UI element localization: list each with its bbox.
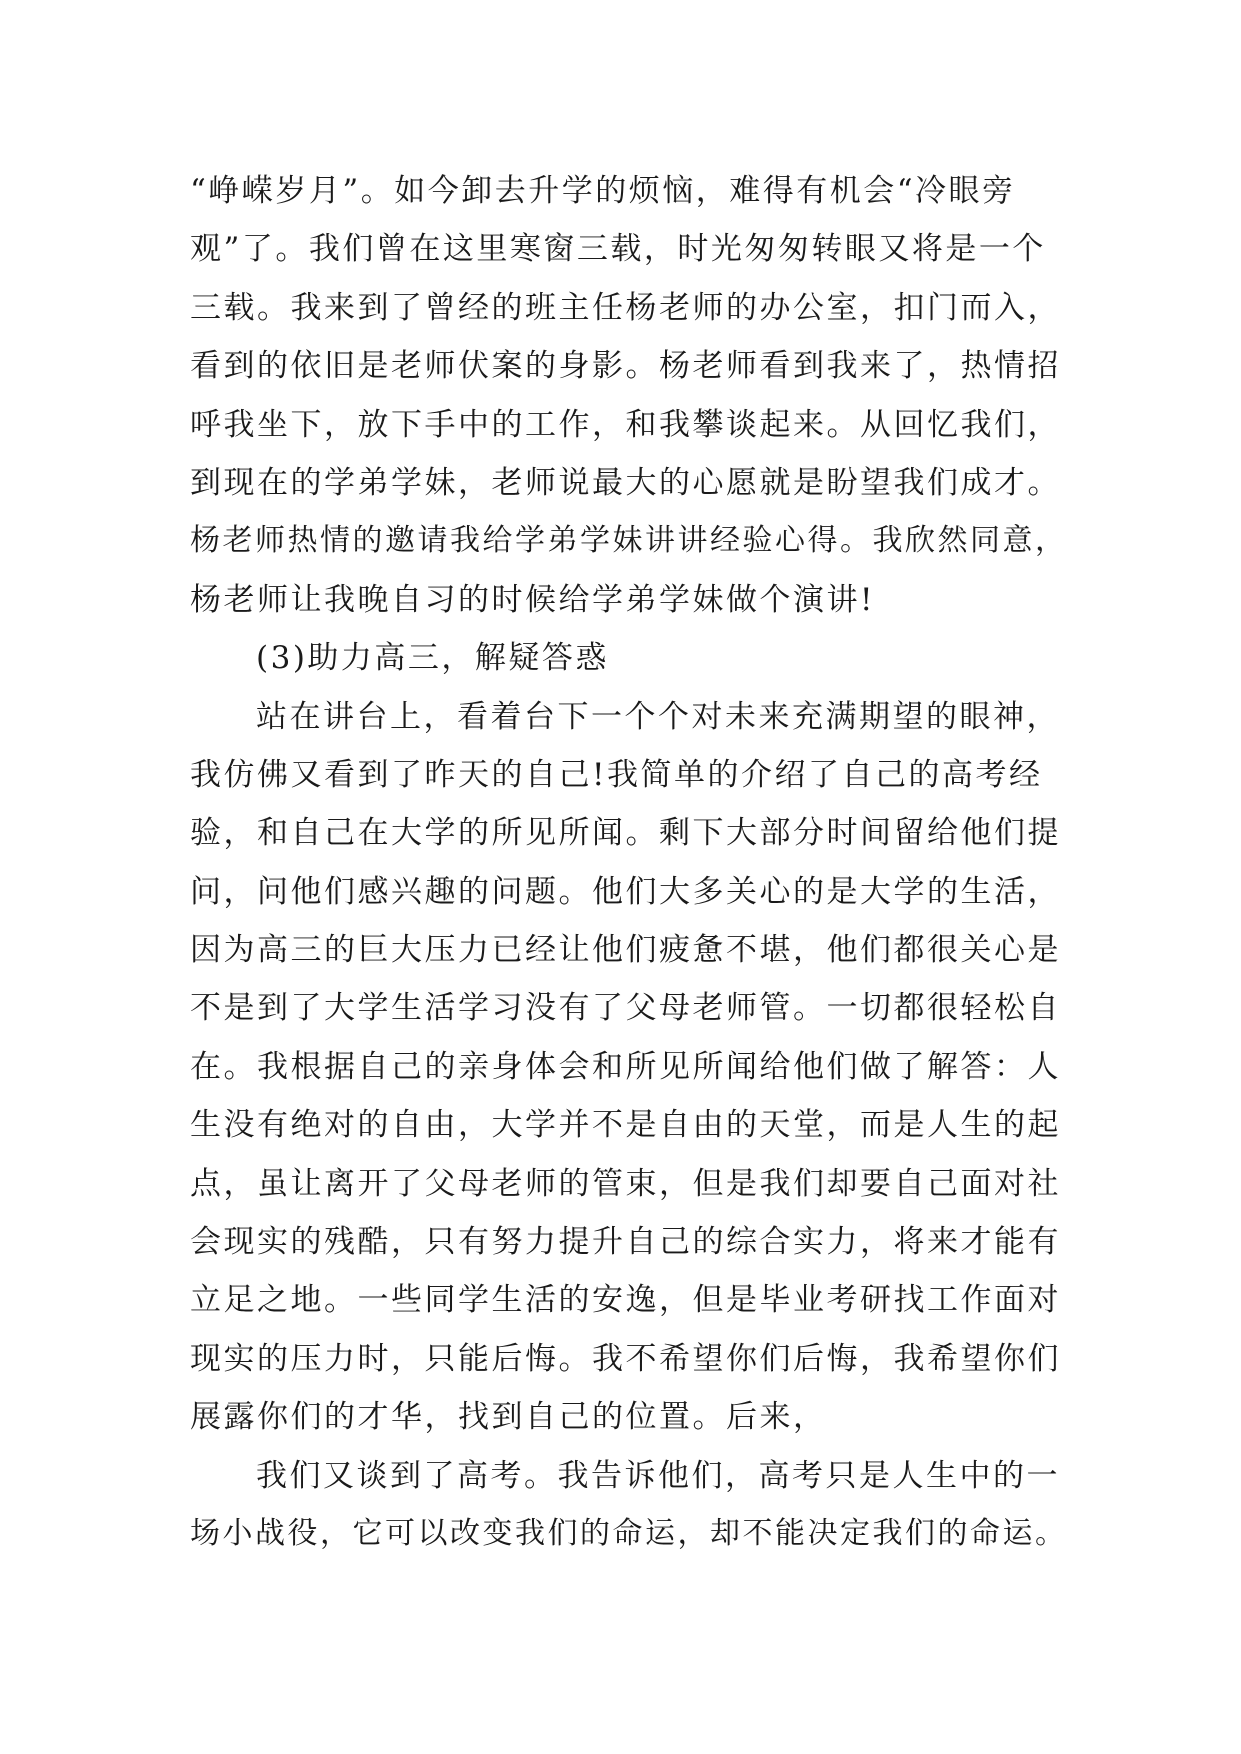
section-heading: (3)助力高三，解疑答惑: [256, 640, 609, 677]
text-line: 会现实的残酷，只有努力提升自己的综合实力，将来才能有: [190, 1224, 1061, 1261]
text-line: 杨老师让我晚自习的时候给学弟学妹做个演讲!: [190, 581, 875, 618]
text-line: 验，和自己在大学的所见所闻。剩下大部分时间留给他们提: [190, 815, 1061, 852]
text-line: 因为高三的巨大压力已经让他们疲惫不堪，他们都很关心是: [190, 932, 1061, 969]
text-line: 看到的依旧是老师伏案的身影。杨老师看到我来了，热情招: [190, 348, 1061, 385]
text-line: 现实的压力时，只能后悔。我不希望你们后悔，我希望你们: [190, 1340, 1061, 1377]
text-line: 呼我坐下，放下手中的工作，和我攀谈起来。从回忆我们，: [190, 406, 1061, 443]
body-text: [190, 162, 1070, 1563]
text-line: 在。我根据自己的亲身体会和所见所闻给他们做了解答：人: [190, 1048, 1061, 1085]
text-line: 展露你们的才华，找到自己的位置。后来，: [190, 1399, 827, 1436]
text-line: 三载。我来到了曾经的班主任杨老师的办公室，扣门而入，: [190, 289, 1061, 326]
text-line: 生没有绝对的自由，大学并不是自由的天堂，而是人生的起: [190, 1107, 1061, 1144]
text-line: “峥嵘岁月”。如今卸去升学的烦恼，难得有机会“冷眼旁: [190, 173, 1016, 209]
text-line: 杨老师热情的邀请我给学弟学妹讲讲经验心得。我欣然同意，: [190, 523, 1068, 559]
text-line: 问，问他们感兴趣的问题。他们大多关心的是大学的生活，: [190, 873, 1061, 910]
text-line: 观”了。我们曾在这里寒窗三载，时光匆匆转眼又将是一个: [190, 231, 1046, 268]
text-line: 点，虽让离开了父母老师的管束，但是我们却要自己面对社: [190, 1165, 1061, 1202]
text-line: 不是到了大学生活学习没有了父母老师管。一切都很轻松自: [190, 990, 1061, 1027]
text-line: 我们又谈到了高考。我告诉他们，高考只是人生中的一: [256, 1457, 1060, 1494]
text-line: 我仿佛又看到了昨天的自己!我简单的介绍了自己的高考经: [190, 756, 1043, 793]
text-line: 立足之地。一些同学生活的安逸，但是毕业考研找工作面对: [190, 1282, 1061, 1319]
text-line: 站在讲台上，看着台下一个个对未来充满期望的眼神，: [256, 698, 1060, 735]
text-line: 场小战役，它可以改变我们的命运，却不能决定我们的命运。: [190, 1515, 1068, 1551]
text-line: 到现在的学弟学妹，老师说最大的心愿就是盼望我们成才。: [190, 464, 1061, 501]
